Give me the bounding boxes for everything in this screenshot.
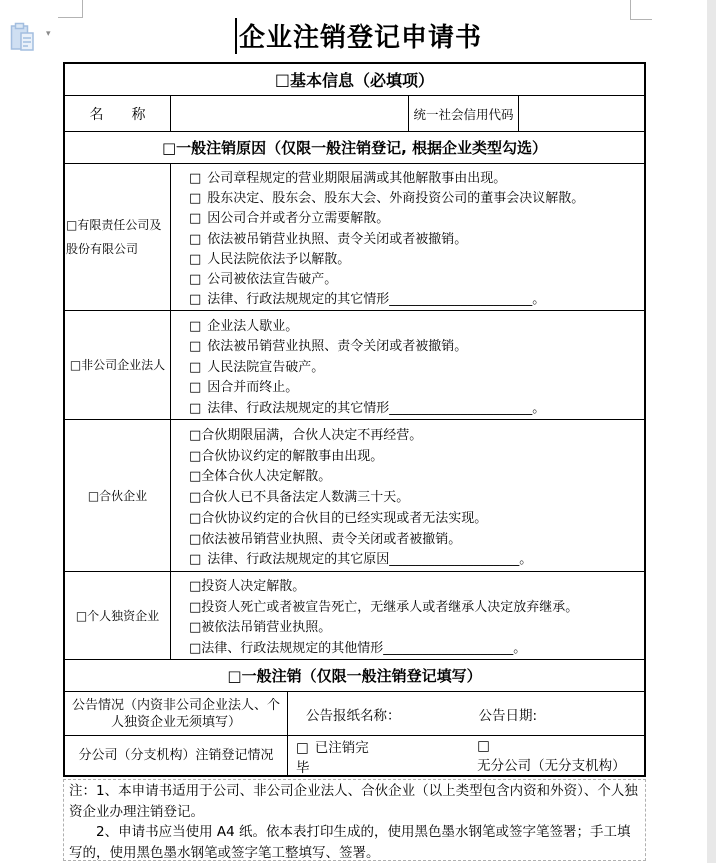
reason-items	[170, 420, 644, 571]
checkbox-icon[interactable]: □	[189, 171, 202, 187]
reason-item: □合伙人已不具备法定人数满三十天。	[189, 490, 410, 505]
reason-item: □ 依法被吊销营业执照、责令关闭或者被撤销。	[189, 231, 468, 247]
general-section-header-text: 一般注销（仅限一般注销登记填写）	[241, 667, 482, 685]
checkbox-icon[interactable]: □	[75, 608, 88, 623]
reason-item: □ 公司章程规定的营业期限届满或其他解散事由出现。	[189, 171, 507, 187]
checkbox-icon[interactable]: □	[189, 211, 202, 227]
checkbox-icon[interactable]: □	[189, 510, 202, 526]
note-line-1: 注：1、本申请书适用于公司、非公司企业法人、合伙企业（以上类型包含内资和外资）、个人独资企业办理注销登记。	[69, 783, 638, 820]
name-row	[65, 95, 644, 131]
reason-section-header-text: 一般注销原因（仅限一般注销登记, 根据企业类型勾选）	[176, 139, 548, 157]
checkbox-icon[interactable]: □	[189, 251, 202, 267]
checkbox-icon[interactable]: □	[161, 138, 177, 157]
announcement-label: 公告情况（内资非公司企业法人、个人独资企业无须填写）	[71, 697, 280, 730]
basic-info-header-text: 基本信息（必填项）	[290, 71, 435, 90]
checkbox-icon[interactable]: □	[189, 318, 202, 334]
branch-option-none: □无分公司（无分支机构）	[477, 737, 626, 774]
text-boundary-mark-left	[58, 0, 83, 18]
reason-item: □投资人死亡或者被宣告死亡，无继承人或者继承人决定放弃继承。	[189, 599, 579, 615]
reason-item: □ 依法被吊销营业执照、责令关闭或者被撤销。	[189, 339, 468, 354]
checkbox-icon[interactable]: □	[189, 531, 202, 547]
checkbox-icon[interactable]: □	[189, 339, 202, 354]
note-line-2: 2、申请书应当使用 A4 纸。依本表打印生成的，使用黑色墨水钢笔或签字笔签署；手工填写的，使用黑色墨水钢笔或签字笔工整填写、签署。	[69, 824, 631, 861]
reason-item: □ 因公司合并或者分立需要解散。	[189, 211, 390, 227]
text-boundary-mark-right	[630, 0, 652, 20]
checkbox-icon[interactable]: □	[189, 191, 202, 207]
checkbox-icon[interactable]: □	[227, 666, 242, 685]
general-section-header-row	[65, 659, 644, 691]
announcement-fields	[287, 692, 644, 735]
reason-items	[170, 164, 644, 310]
reason-item: □ 法律、行政法规规定的其它原因____________________。	[189, 552, 533, 568]
checkbox-icon[interactable]: □	[296, 739, 309, 756]
reason-item: □合伙协议约定的合伙目的已经实现或者无法实现。	[189, 510, 488, 526]
name-input-cell[interactable]	[170, 96, 408, 131]
checkbox-icon[interactable]: □	[87, 488, 100, 503]
reason-item: □ 法律、行政法规规定的其它情形______________________。	[189, 291, 546, 307]
notes-block	[63, 779, 646, 861]
basic-info-header-row	[65, 64, 644, 95]
category-row-sole-proprietorship	[65, 571, 644, 659]
checkbox-icon[interactable]: □	[69, 358, 82, 372]
text-cursor	[235, 18, 237, 54]
reason-item: □ 企业法人歇业。	[189, 318, 299, 334]
checkbox-icon[interactable]: □	[189, 359, 202, 375]
newspaper-name-field[interactable]: 公告报纸名称：	[306, 707, 401, 724]
reason-item: □ 人民法院宣告破产。	[189, 359, 325, 375]
category-label: □合伙企业	[65, 420, 170, 571]
reason-item: □ 因合并而终止。	[189, 380, 299, 395]
category-row-non-company	[65, 310, 644, 419]
credit-code-label: 统一社会信用代码	[408, 96, 518, 131]
checkbox-icon[interactable]: □	[189, 380, 202, 395]
announcement-date-field[interactable]: 公告日期:	[478, 707, 538, 724]
branch-row	[65, 735, 644, 775]
reason-section-header-row	[65, 131, 644, 163]
announcement-row	[65, 691, 644, 735]
checkbox-icon[interactable]: □	[477, 737, 490, 754]
checkbox-icon[interactable]: □	[189, 427, 202, 443]
checkbox-icon[interactable]: □	[189, 579, 202, 595]
checkbox-icon[interactable]: □	[189, 291, 202, 307]
reason-items	[170, 311, 644, 419]
reason-item: □全体合伙人决定解散。	[189, 469, 332, 485]
reason-item: □ 人民法院依法予以解散。	[189, 251, 351, 267]
reason-items	[170, 572, 644, 659]
reason-item: □法律、行政法规规定的其他情形____________________。	[189, 640, 527, 656]
checkbox-icon[interactable]: □	[189, 448, 202, 464]
branch-options	[287, 736, 644, 775]
reason-item: □投资人决定解散。	[189, 579, 306, 595]
reason-item: □ 法律、行政法规规定的其它情形______________________。	[189, 400, 546, 416]
category-row-limited-company	[65, 163, 644, 310]
checkbox-icon[interactable]: □	[274, 70, 291, 89]
credit-code-input-cell[interactable]	[518, 96, 644, 131]
dropdown-arrow-icon[interactable]: ▾	[46, 29, 51, 39]
checkbox-icon[interactable]: □	[189, 490, 202, 505]
checkbox-icon[interactable]: □	[66, 218, 78, 232]
paste-options-button[interactable]	[10, 22, 58, 54]
category-label: □有限责任公司及股份有限公司	[65, 164, 170, 310]
checkbox-icon[interactable]: □	[189, 231, 202, 247]
checkbox-icon[interactable]: □	[189, 552, 202, 568]
checkbox-icon[interactable]: □	[189, 271, 202, 287]
clipboard-paste-icon	[10, 22, 36, 54]
checkbox-icon[interactable]: □	[189, 640, 202, 656]
reason-item: □被依法吊销营业执照。	[189, 620, 332, 636]
checkbox-icon[interactable]: □	[189, 599, 202, 615]
name-label: 名 称	[89, 106, 146, 123]
page-title: 企业注销登记申请书	[239, 23, 483, 53]
canvas-background-strip	[707, 0, 716, 863]
branch-option-completed: □ 已注销完毕	[296, 739, 369, 776]
reason-item: □合伙协议约定的解散事由出现。	[189, 448, 384, 464]
reason-item: □合伙期限届满，合伙人决定不再经营。	[189, 427, 423, 443]
reason-item: □依法被吊销营业执照、责令关闭或者被撤销。	[189, 531, 462, 547]
checkbox-icon[interactable]: □	[189, 400, 202, 416]
branch-label: 分公司（分支机构）注销登记情况	[78, 748, 274, 763]
category-label: □个人独资企业	[65, 572, 170, 659]
reason-item: □ 公司被依法宣告破产。	[189, 271, 338, 287]
reason-item: □ 股东决定、股东会、股东大会、外商投资公司的董事会决议解散。	[189, 191, 585, 207]
checkbox-icon[interactable]: □	[189, 620, 202, 636]
application-form-table	[63, 62, 646, 777]
category-label: □非公司企业法人	[65, 311, 170, 419]
checkbox-icon[interactable]: □	[189, 469, 202, 485]
category-row-partnership	[65, 419, 644, 571]
